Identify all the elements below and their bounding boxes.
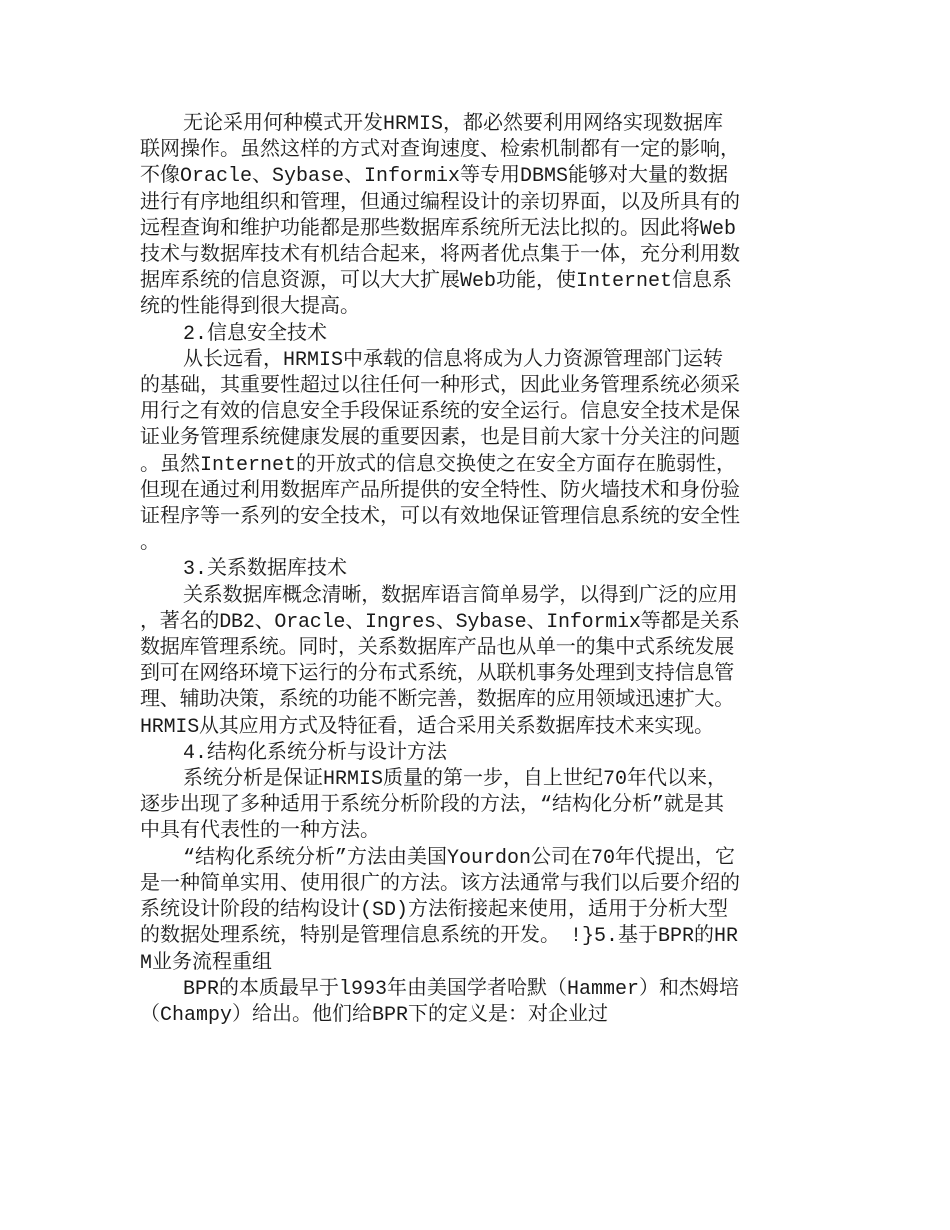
document-body [140,112,740,1029]
paragraph-info-security: 从长远看，HRMIS中承载的信息将成为人力资源管理部门运转的基础，其重要性超过以往任何一种形式，因此业务管理系统必须采用行之有效的信息安全手段保证系统的安全运行。信息安全技术是保证业务管理系统健康发展的重要因素，也是目前大家十分关注的问题。虽然Internet的开放式的信息交换使之在安全方面存在脆弱性，但现在通过利用数据库产品所提供的安全特性、防火墙技术和身份验证程序等一系列的安全技术，可以有效地保证管理信息系统的安全性。 [140,348,740,556]
heading-structured-analysis: 4.结构化系统分析与设计方法 [183,741,448,765]
paragraph-web-database: 无论采用何种模式开发HRMIS，都必然要利用网络实现数据库联网操作。虽然这样的方式对查询速度、检索机制都有一定的影响，不像Oracle、Sybase、Informix等专用DBMS能够对大量的数据进行有序地组织和管理，但通过编程设计的亲切界面，以及所具有的远程查询和维护功能都是那些数据库系统所无法比拟的。因此将Web技术与数据库技术有机结合起来，将两者优点集于一体，充分利用数据库系统的信息资源，可以大大扩展Web功能，使Internet信息系统的性能得到很大提高。 [140,113,740,320]
heading-info-security: 2.信息安全技术 [183,322,328,346]
heading-relational-db: 3.关系数据库技术 [183,558,348,582]
paragraph-bpr: BPR的本质最早于l993年由美国学者哈默（Hammer）和杰姆培（Champy）给出。他们给BPR下的定义是：对企业过 [140,977,740,1027]
paragraph-structured-analysis-1: 系统分析是保证HRMIS质量的第一步，自上世纪70年代以来，逐步出现了多种适用于系统分析阶段的方法，“结构化分析”就是其中具有代表性的一种方法。 [140,768,728,844]
paragraph-structured-analysis-2: “结构化系统分析”方法由美国Yourdon公司在70年代提出，它是一种简单实用、使用很广的方法。该方法通常与我们以后要介绍的系统设计阶段的结构设计(SD)方法衔接起来使用，适用于分析大型的数据处理系统，特别是管理信息系统的开发。 !}5.基于BPR的HRM业务流程重组 [140,846,740,975]
paragraph-relational-db: 关系数据库概念清晰，数据库语言简单易学，以得到广泛的应用，著名的DB2、Oracle、Ingres、Sybase、Informix等都是关系数据库管理系统。同时，关系数据库产品也从单一的集中式系统发展到可在网络环境下运行的分布式系统，从联机事务处理到支持信息管理、辅助决策，系统的功能不断完善，数据库的应用领域迅速扩大。HRMIS从其应用方式及特征看，适合采用关系数据库技术来实现。 [140,584,740,739]
